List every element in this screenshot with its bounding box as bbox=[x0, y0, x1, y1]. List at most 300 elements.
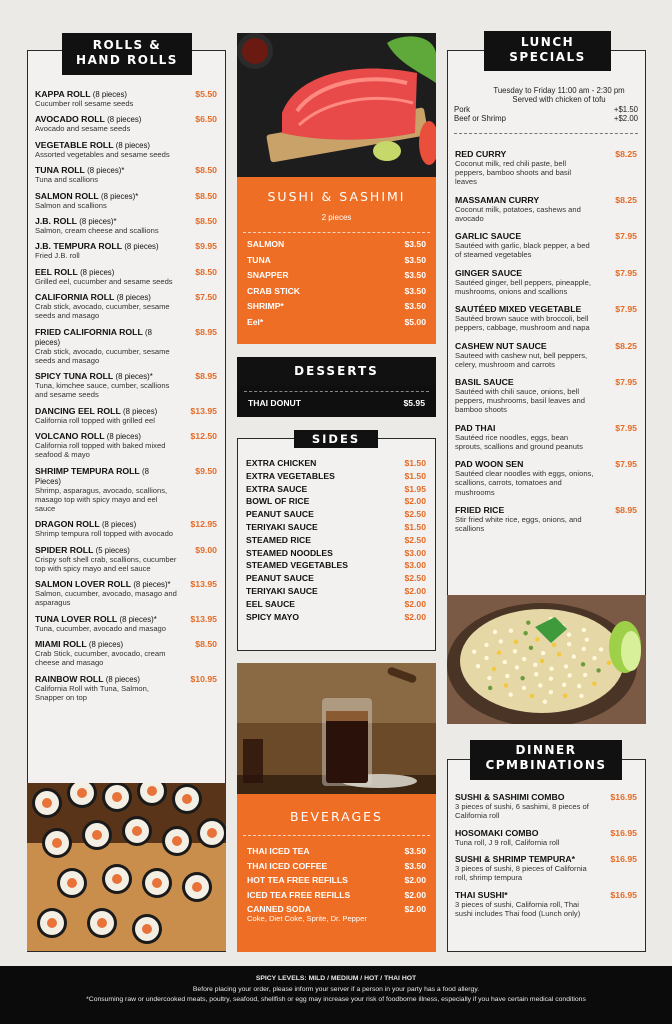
roll-desc: Salmon, cucumber, avocado, masago and asparagus bbox=[35, 589, 177, 608]
roll-desc: Tuna and scallions bbox=[35, 175, 99, 185]
lunch-item bbox=[455, 505, 637, 533]
roll-item bbox=[35, 519, 217, 538]
roll-desc: Crab stick, avocado, cucumber, sesame seeds and masago bbox=[35, 346, 170, 365]
side-name: PEANUT SAUCE bbox=[246, 573, 314, 584]
rice-grain bbox=[585, 637, 589, 641]
spicy-levels: SPICY LEVELS: MILD / MEDIUM / HOT / THAI HOT bbox=[255, 975, 417, 982]
side-item bbox=[246, 522, 426, 532]
roll-price: $7.50 bbox=[195, 292, 217, 303]
rice-grain bbox=[523, 631, 527, 635]
rice-grain bbox=[522, 686, 526, 690]
dinner-price: $16.95 bbox=[610, 792, 637, 802]
lunch-desc: Sautéed with chili sauce, onions, bell peppers, mushrooms, basil leaves and bamboo shoots bbox=[455, 387, 586, 415]
dinner-list bbox=[455, 792, 637, 926]
lunch-desc: Sautéed brown sauce with broccoli, bell peppers, cabbage, mushroom and napa bbox=[455, 314, 590, 333]
rice-grain bbox=[592, 682, 596, 686]
sushi-name: SHRIMP* bbox=[247, 301, 284, 312]
rice-grain bbox=[549, 690, 553, 694]
roll-desc: Tuna, kimchee sauce, cumber, scallions and sesame seeds bbox=[35, 381, 170, 400]
sushi-price: $3.50 bbox=[404, 301, 426, 312]
rice-grain bbox=[543, 700, 547, 704]
lunch-name: PAD THAI bbox=[455, 422, 496, 433]
side-price: $2.00 bbox=[404, 598, 426, 609]
side-item bbox=[246, 471, 426, 481]
rice-grain bbox=[484, 643, 488, 647]
roll-price: $9.95 bbox=[195, 241, 217, 252]
rice-grain bbox=[513, 649, 517, 653]
side-name: BOWL OF RICE bbox=[246, 496, 310, 507]
roll-price: $13.95 bbox=[190, 579, 217, 590]
rice-grain bbox=[514, 640, 518, 644]
lunch-addon bbox=[454, 105, 638, 114]
side-item bbox=[246, 586, 426, 596]
roll-item bbox=[35, 216, 217, 235]
side-price: $2.00 bbox=[404, 585, 426, 596]
beverage-price: $3.50 bbox=[404, 846, 426, 856]
dinner-title-line2: CPMBINATIONS bbox=[485, 758, 607, 772]
side-name: EXTRA VEGETABLES bbox=[246, 470, 335, 481]
roll-name bbox=[35, 466, 177, 486]
roll-name bbox=[35, 545, 177, 555]
roll-name-text: SPICY TUNA ROLL bbox=[35, 371, 114, 382]
roll-name-text: KAPPA ROLL bbox=[35, 89, 91, 99]
roll-desc: Salmon and scallions bbox=[35, 200, 107, 210]
lunch-title-line2: SPECIALS bbox=[509, 50, 586, 64]
lunch-name: SAUTÉED MIXED VEGETABLE bbox=[455, 304, 582, 315]
roll-qty: (8 pieces) bbox=[116, 293, 151, 303]
roll-name-text: VOLCANO ROLL bbox=[35, 431, 105, 442]
side-name: TERIYAKI SAUCE bbox=[246, 521, 318, 532]
sushi-piece-icon bbox=[122, 816, 152, 846]
roll-desc: Salmon, cream cheese and scallions bbox=[35, 226, 159, 236]
fried-rice-photo bbox=[447, 595, 646, 724]
roll-price: $8.50 bbox=[195, 190, 217, 201]
fried-rice-illustration bbox=[447, 595, 646, 724]
lunch-price: $8.95 bbox=[615, 504, 637, 515]
sushi-sashimi-panel bbox=[237, 177, 436, 344]
beverages-panel bbox=[237, 794, 436, 952]
sushi-piece-icon bbox=[162, 826, 192, 856]
roll-item bbox=[35, 545, 217, 573]
side-item bbox=[246, 612, 426, 622]
roll-name-text: J.B. ROLL bbox=[35, 216, 77, 227]
beverage-name: THAI ICED TEA bbox=[247, 846, 310, 856]
rice-grain bbox=[526, 621, 530, 625]
sushi-piece-icon bbox=[102, 864, 132, 894]
sushi-name: SALMON bbox=[247, 239, 285, 249]
rice-grain bbox=[541, 651, 545, 655]
rice-grain bbox=[534, 672, 538, 676]
beverage-price: $2.00 bbox=[404, 889, 426, 900]
roll-price: $8.50 bbox=[195, 266, 217, 277]
rice-grain bbox=[505, 674, 509, 678]
sashimi-illustration bbox=[237, 33, 436, 177]
roll-qty: (8 pieces)* bbox=[115, 372, 153, 382]
dinner-item bbox=[455, 828, 637, 847]
roll-name bbox=[35, 241, 177, 251]
rice-grain bbox=[540, 659, 544, 663]
sashimi-photo bbox=[237, 33, 436, 177]
roll-qty: (8 pieces) bbox=[88, 640, 124, 650]
roll-item bbox=[35, 406, 217, 425]
rice-grain bbox=[476, 664, 480, 668]
roll-desc: Crab Stick, cucumber, avocado, cream cheese and masago bbox=[35, 649, 166, 668]
dinner-title bbox=[470, 740, 622, 780]
roll-desc: Tuna, cucumber, avocado and masago bbox=[35, 623, 167, 633]
side-price: $1.95 bbox=[404, 483, 426, 494]
lunch-item bbox=[455, 459, 637, 496]
roll-desc: Avocado and sesame seeds bbox=[35, 124, 131, 134]
roll-qty: (8 pieces) bbox=[115, 140, 151, 150]
lunch-item bbox=[455, 195, 637, 223]
roll-name bbox=[35, 292, 177, 302]
beverage-desc: Coke, Diet Coke, Sprite, Dr. Pepper bbox=[247, 913, 367, 923]
roll-price: $13.95 bbox=[190, 613, 217, 624]
roll-item bbox=[35, 267, 217, 286]
roll-name bbox=[35, 89, 177, 99]
side-price: $1.50 bbox=[404, 470, 426, 481]
lunch-item bbox=[455, 423, 637, 451]
iced-drink-photo bbox=[237, 663, 436, 794]
roll-price: $10.95 bbox=[190, 673, 217, 684]
roll-qty: (8 pieces) bbox=[35, 327, 152, 347]
lunch-price: $8.25 bbox=[615, 340, 637, 351]
lunch-price: $8.25 bbox=[615, 149, 637, 159]
lunch-price: $8.25 bbox=[615, 194, 637, 205]
sushi-rolls-illustration bbox=[27, 783, 226, 951]
rice-grain bbox=[567, 673, 571, 677]
sushi-name: SNAPPER bbox=[247, 270, 289, 281]
side-price: $2.50 bbox=[404, 534, 426, 545]
sushi-piece-icon bbox=[132, 914, 162, 944]
rice-grain bbox=[503, 660, 507, 664]
rolls-title-line1: ROLLS & bbox=[92, 38, 162, 52]
roll-qty: (8 pieces)* bbox=[79, 217, 117, 227]
sushi-price: $3.50 bbox=[404, 254, 426, 265]
sushi-piece-icon bbox=[87, 908, 117, 938]
lunch-desc: Sautéed rice noodles, eggs, bean sprouts, scallions and ground peanuts bbox=[455, 432, 583, 451]
lunch-price: $7.95 bbox=[615, 231, 637, 242]
lunch-info bbox=[454, 86, 638, 134]
roll-name bbox=[35, 114, 177, 124]
lunch-item bbox=[455, 304, 637, 332]
roll-desc: Shrimp, asparagus, avocado, scallions, masago top with spicy mayo and eel sauce bbox=[35, 485, 168, 513]
beverage-name: HOT TEA FREE REFILLS bbox=[247, 875, 348, 886]
sushi-name: CRAB STICK bbox=[247, 285, 300, 296]
roll-name bbox=[35, 406, 177, 416]
lunch-addon-price: +$2.00 bbox=[613, 114, 638, 123]
rice-grain bbox=[592, 656, 596, 660]
roll-name-text: J.B. TEMPURA ROLL bbox=[35, 241, 122, 252]
side-item bbox=[246, 548, 426, 558]
roll-item bbox=[35, 431, 217, 459]
sushi-price: $3.50 bbox=[404, 285, 426, 296]
roll-qty: (8 pieces) bbox=[105, 674, 141, 684]
rice-grain bbox=[557, 652, 561, 656]
roll-qty: (8 pieces) bbox=[92, 90, 127, 99]
rice-grain bbox=[535, 637, 539, 641]
roll-name bbox=[35, 371, 177, 381]
rice-grain bbox=[509, 629, 513, 633]
roll-name-text: DRAGON ROLL bbox=[35, 519, 100, 530]
side-name: SPICY MAYO bbox=[246, 611, 300, 622]
side-name: EXTRA SAUCE bbox=[246, 483, 308, 494]
roll-price: $8.50 bbox=[195, 216, 217, 227]
side-item bbox=[246, 509, 426, 519]
roll-qty: (8 Pieces) bbox=[35, 466, 149, 486]
lunch-price: $7.95 bbox=[615, 267, 637, 278]
roll-item bbox=[35, 614, 217, 633]
sushi-item bbox=[247, 317, 426, 327]
lunch-addon bbox=[454, 114, 638, 123]
rice-grain bbox=[492, 667, 496, 671]
roll-item bbox=[35, 327, 217, 365]
lunch-price: $7.95 bbox=[615, 304, 637, 315]
lunch-name: PAD WOON SEN bbox=[455, 459, 524, 470]
raw-food-warning: *Consuming raw or undercooked meats, poultry, seafood, shellfish or egg may increase your risk of foodborne illness, especially if you have certain medical conditions bbox=[86, 996, 586, 1004]
roll-name bbox=[35, 191, 177, 201]
iced-drink-illustration bbox=[237, 663, 436, 794]
rice-grain bbox=[582, 647, 586, 651]
side-price: $2.50 bbox=[404, 509, 426, 520]
roll-name bbox=[35, 165, 177, 175]
roll-name-text: MIAMI ROLL bbox=[35, 639, 87, 650]
lunch-desc: Coconut milk, red chili paste, bell peppers, bamboo shoots and basil leaves bbox=[455, 159, 572, 187]
sushi-piece-icon bbox=[42, 828, 72, 858]
roll-price: $6.50 bbox=[195, 114, 217, 125]
rice-grain bbox=[596, 668, 600, 672]
rice-grain bbox=[472, 649, 476, 653]
roll-price: $9.00 bbox=[195, 544, 217, 555]
sushi-price: $3.50 bbox=[404, 239, 426, 249]
sushi-piece-icon bbox=[37, 908, 67, 938]
roll-item bbox=[35, 674, 217, 702]
side-item bbox=[246, 599, 426, 609]
rice-grain bbox=[549, 666, 553, 670]
roll-price: $12.50 bbox=[190, 431, 217, 442]
lunch-addon-name: Beef or Shrimp bbox=[454, 114, 507, 123]
beverage-item bbox=[247, 846, 426, 856]
roll-item bbox=[35, 639, 217, 667]
dinner-name: HOSOMAKI COMBO bbox=[455, 827, 539, 838]
roll-qty: (8 pieces)* bbox=[119, 614, 157, 624]
rice-grain bbox=[567, 632, 571, 636]
rice-grain bbox=[520, 676, 524, 680]
lunch-item bbox=[455, 377, 637, 414]
dessert-name: THAI DONUT bbox=[248, 398, 301, 408]
beverages-list bbox=[237, 836, 436, 923]
roll-price: $12.95 bbox=[190, 519, 217, 530]
dinner-name: SUSHI & SHRIMP TEMPURA* bbox=[455, 854, 576, 865]
rice-grain bbox=[567, 642, 571, 646]
sushi-sashimi-list bbox=[237, 233, 436, 327]
sides-title: SIDES bbox=[294, 430, 378, 448]
roll-name-text: TUNA ROLL bbox=[35, 165, 85, 176]
desserts-panel bbox=[237, 386, 436, 417]
rice-grain bbox=[504, 683, 508, 687]
roll-price: $13.95 bbox=[190, 405, 217, 416]
sushi-piece-icon bbox=[32, 788, 62, 818]
rice-grain bbox=[487, 676, 491, 680]
dinner-item bbox=[455, 792, 637, 820]
sushi-piece-icon bbox=[57, 868, 87, 898]
allergy-note: Before placing your order, please inform your server if a person in your party has a food allergy. bbox=[192, 985, 480, 993]
roll-item bbox=[35, 165, 217, 184]
rice-grain bbox=[530, 694, 534, 698]
roll-price: $8.50 bbox=[195, 639, 217, 650]
sushi-sashimi-subtitle: 2 pieces bbox=[321, 213, 352, 222]
desserts-list bbox=[238, 392, 435, 408]
rice-grain bbox=[515, 665, 519, 669]
beverage-name: THAI ICED COFFEE bbox=[247, 860, 328, 871]
beverage-price: $2.00 bbox=[404, 904, 426, 915]
side-name: STEAMED NOODLES bbox=[246, 547, 333, 558]
side-name: EEL SAUCE bbox=[246, 598, 296, 609]
roll-item bbox=[35, 140, 217, 159]
sides-list bbox=[246, 458, 426, 624]
dinner-desc: 3 pieces of sushi, 6 sashimi, 8 pieces of California roll bbox=[455, 802, 589, 821]
roll-item bbox=[35, 191, 217, 210]
beverage-item bbox=[247, 904, 426, 914]
roll-desc: California roll topped with baked mixed seafood & mayo bbox=[35, 441, 166, 460]
lunch-item bbox=[455, 341, 637, 369]
lunch-name: RED CURRY bbox=[455, 149, 507, 159]
roll-name bbox=[35, 519, 177, 529]
roll-name bbox=[35, 639, 177, 649]
sushi-item bbox=[247, 255, 426, 265]
dinner-desc: 3 pieces of sushi, 8 pieces of California roll, shrimp tempura bbox=[455, 864, 587, 883]
lunch-desc: Stir fried white rice, eggs, onions, and scallions bbox=[455, 514, 582, 534]
roll-item bbox=[35, 466, 217, 513]
lunch-name: GARLIC SAUCE bbox=[455, 231, 522, 242]
rolls-title-line2: HAND ROLLS bbox=[76, 53, 178, 67]
sushi-price: $3.50 bbox=[404, 270, 426, 281]
side-name: PEANUT SAUCE bbox=[246, 509, 314, 520]
beverage-item bbox=[247, 890, 426, 900]
roll-name-text: TUNA LOVER ROLL bbox=[35, 613, 118, 624]
roll-qty: (5 pieces) bbox=[95, 545, 130, 555]
roll-name bbox=[35, 431, 177, 441]
side-name: STEAMED RICE bbox=[246, 534, 311, 545]
side-price: $3.00 bbox=[404, 560, 426, 571]
roll-item bbox=[35, 114, 217, 133]
roll-name-text: CALIFORNIA ROLL bbox=[35, 292, 115, 303]
roll-name bbox=[35, 267, 177, 277]
roll-name-text: VEGETABLE ROLL bbox=[35, 139, 114, 150]
rice-grain bbox=[563, 694, 567, 698]
divider bbox=[454, 133, 638, 134]
sushi-piece-icon bbox=[197, 818, 226, 848]
desserts-title: DESSERTS bbox=[237, 357, 436, 386]
roll-price: $8.50 bbox=[195, 165, 217, 176]
rice-grain bbox=[522, 657, 526, 661]
beverage-name: CANNED SODA bbox=[247, 904, 311, 915]
rice-grain bbox=[607, 661, 611, 665]
side-item bbox=[246, 573, 426, 583]
side-name: STEAMED VEGETABLES bbox=[246, 560, 349, 571]
roll-item bbox=[35, 241, 217, 260]
beverage-name: ICED TEA FREE REFILLS bbox=[247, 889, 351, 900]
roll-name-text: SPIDER ROLL bbox=[35, 544, 94, 555]
sushi-sashimi-title: SUSHI & SASHIMI bbox=[267, 189, 406, 204]
rice-grain bbox=[564, 664, 568, 668]
dinner-item bbox=[455, 890, 637, 918]
sushi-item bbox=[247, 239, 426, 249]
lunch-title-line1: LUNCH bbox=[520, 35, 575, 49]
sushi-price: $5.00 bbox=[404, 316, 426, 327]
lunch-name: GINGER SAUCE bbox=[455, 267, 523, 278]
lunch-name: MASSAMAN CURRY bbox=[455, 194, 540, 205]
sushi-name: TUNA bbox=[247, 254, 271, 265]
lunch-item bbox=[455, 268, 637, 296]
footer bbox=[0, 966, 672, 1024]
lunch-item bbox=[455, 231, 637, 259]
rice-grain bbox=[497, 650, 501, 654]
dessert-item bbox=[248, 398, 425, 408]
roll-item bbox=[35, 292, 217, 320]
lunch-hours: Tuesday to Friday 11:00 am - 2:30 pm bbox=[493, 86, 625, 95]
side-price: $2.50 bbox=[404, 573, 426, 584]
side-price: $2.00 bbox=[404, 496, 426, 507]
lunch-list bbox=[455, 149, 637, 541]
beverage-price: $3.50 bbox=[404, 860, 426, 871]
lunch-desc: Sautéed clear noodles with eggs, onions, scallions, carrots, tomatoes and mushrooms bbox=[455, 469, 594, 497]
rice-grain bbox=[552, 643, 556, 647]
roll-price: $9.50 bbox=[195, 465, 217, 476]
lunch-price: $7.95 bbox=[615, 459, 637, 470]
beverages-title: BEVERAGES bbox=[290, 809, 383, 824]
roll-qty: (8 pieces) bbox=[123, 406, 158, 416]
lunch-addon-price: +$1.50 bbox=[613, 105, 638, 114]
side-item bbox=[246, 458, 426, 468]
roll-item bbox=[35, 89, 217, 108]
side-price: $1.50 bbox=[404, 521, 426, 532]
side-item bbox=[246, 484, 426, 494]
roll-desc: Assorted vegetables and sesame seeds bbox=[35, 149, 170, 159]
sushi-piece-icon bbox=[142, 868, 172, 898]
roll-price: $8.95 bbox=[195, 326, 217, 337]
side-price: $1.50 bbox=[404, 458, 426, 468]
dinner-item bbox=[455, 854, 637, 882]
beverage-item bbox=[247, 875, 426, 885]
roll-name-text: DANCING EEL ROLL bbox=[35, 405, 121, 416]
roll-qty: (8 pieces) bbox=[107, 115, 142, 125]
roll-qty: (8 pieces)* bbox=[100, 191, 139, 201]
rice-grain bbox=[599, 647, 603, 651]
roll-qty: (8 pieces)* bbox=[87, 166, 125, 176]
roll-price: $8.95 bbox=[195, 371, 217, 382]
roll-name bbox=[35, 579, 177, 589]
sushi-piece-icon bbox=[102, 783, 132, 812]
roll-name bbox=[35, 216, 177, 226]
side-price: $2.00 bbox=[404, 611, 426, 622]
dessert-price: $5.95 bbox=[403, 398, 425, 408]
sushi-rolls-photo bbox=[27, 783, 226, 951]
side-item bbox=[246, 535, 426, 545]
roll-desc: Cucumber roll sesame seeds bbox=[35, 99, 134, 108]
dinner-name: SUSHI & SASHIMI COMBO bbox=[455, 792, 565, 802]
rice-grain bbox=[583, 673, 587, 677]
side-name: EXTRA CHICKEN bbox=[246, 458, 317, 468]
lunch-title bbox=[484, 31, 611, 71]
lunch-name: CASHEW NUT SAUCE bbox=[455, 340, 547, 351]
lunch-desc: Sauteed with cashew nut, bell peppers, celery, mushroom and carrots bbox=[455, 350, 588, 369]
rice-grain bbox=[572, 654, 576, 658]
lunch-name: BASIL SAUCE bbox=[455, 377, 514, 388]
side-name: TERIYAKI SAUCE bbox=[246, 585, 318, 596]
rice-grain bbox=[579, 694, 583, 698]
roll-name-text: FRIED CALIFORNIA ROLL bbox=[35, 326, 143, 337]
